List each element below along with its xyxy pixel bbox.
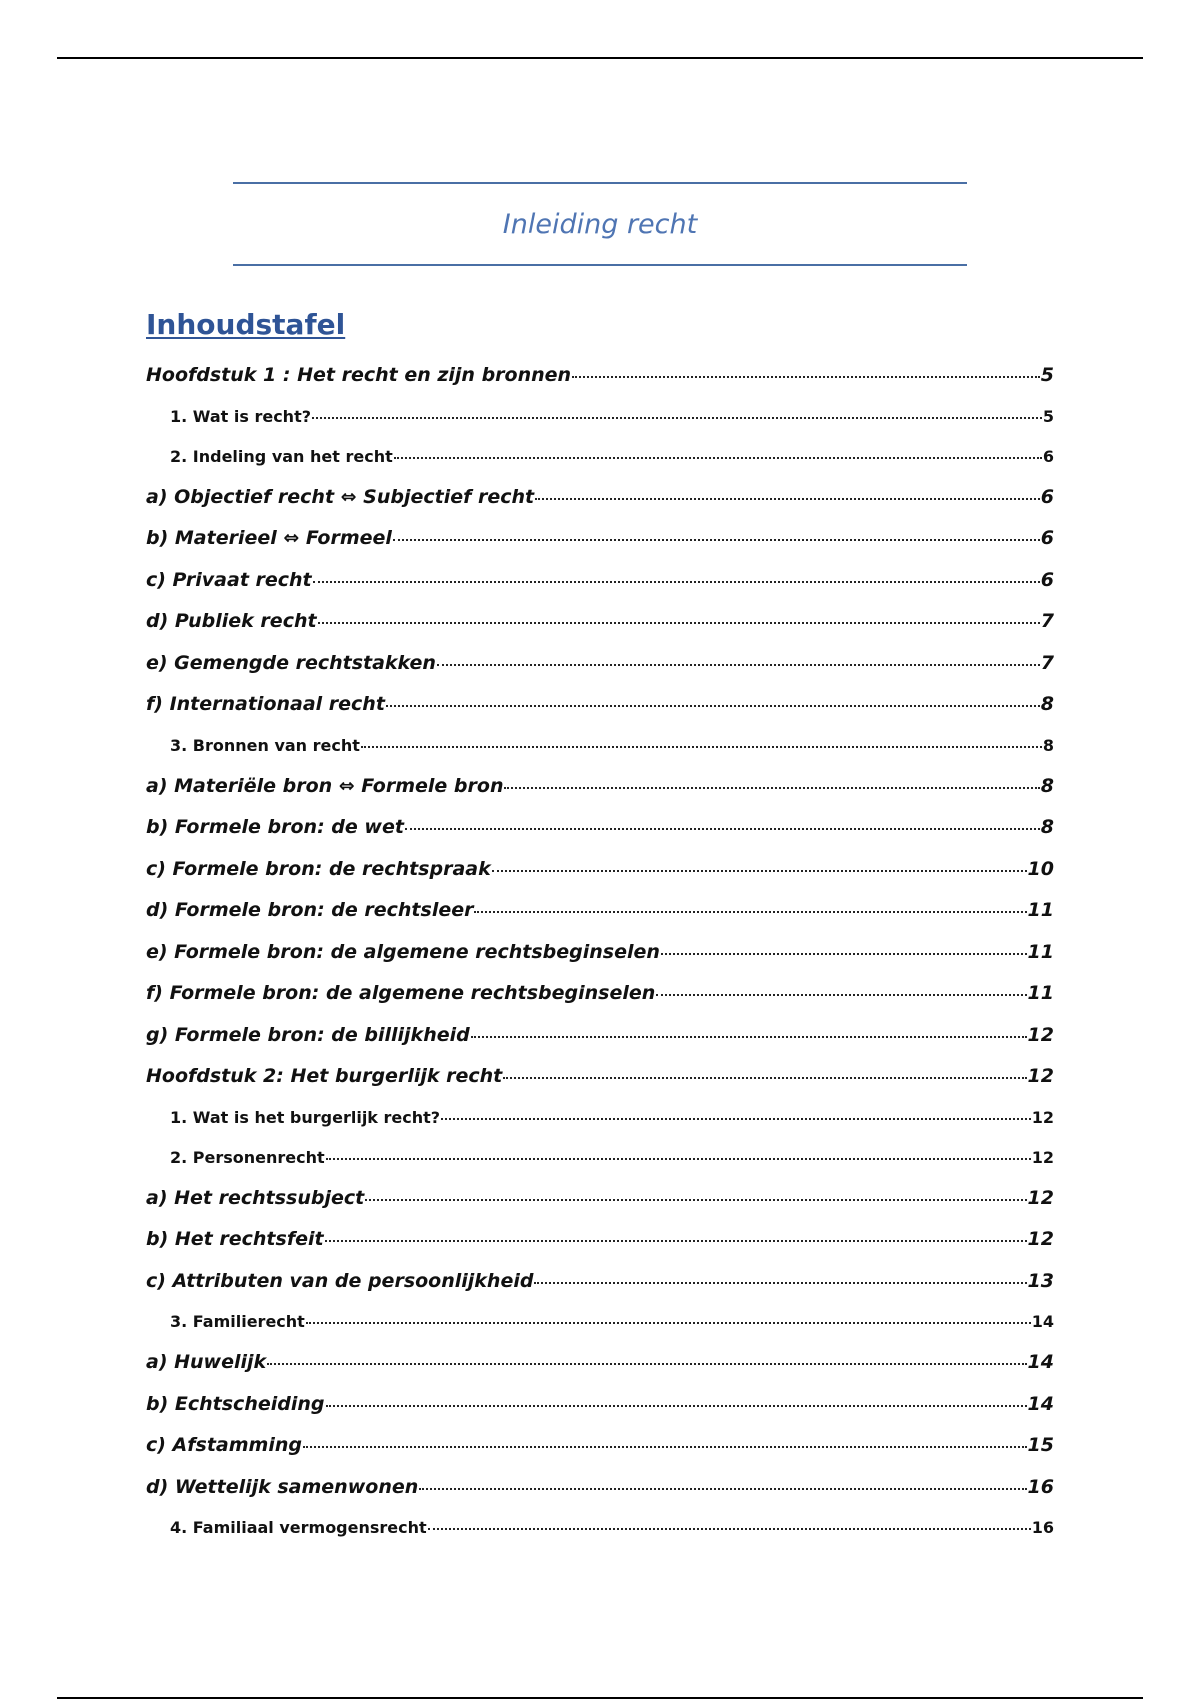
toc-entry-label: b) Materieel ⇔ Formeel: [146, 527, 392, 549]
toc-dot-leader: [326, 1158, 1031, 1160]
toc-entry-label: a) Huwelijk: [146, 1351, 267, 1373]
toc-entry[interactable]: [146, 560, 1054, 602]
toc-entry-page: 6: [1042, 446, 1054, 466]
toc-dot-leader: [313, 581, 1040, 583]
toc-entry[interactable]: [146, 1425, 1054, 1467]
toc-dot-leader: [656, 994, 1026, 996]
toc-entry-page: 15: [1027, 1434, 1054, 1456]
toc-entry-label: 4. Familiaal vermogensrecht: [170, 1518, 427, 1537]
toc-entry-label: 1. Wat is het burgerlijk recht?: [170, 1107, 441, 1127]
toc-entry-label: 1. Wat is recht?: [170, 406, 311, 426]
toc-entry-label: c) Formele bron: de rechtspraak: [146, 857, 491, 880]
toc-entry[interactable]: [146, 1508, 1054, 1548]
toc-entry-page: 13: [1027, 1269, 1054, 1292]
document-title: Inleiding recht: [502, 208, 698, 240]
toc-entry-label: c) Afstamming: [146, 1434, 302, 1456]
toc-dot-leader: [504, 787, 1039, 789]
table-of-contents: [146, 355, 1054, 1548]
toc-entry-label: f) Formele bron: de algemene rechtsbeginselen: [146, 982, 656, 1004]
toc-dot-leader: [303, 1446, 1027, 1448]
toc-dot-leader: [437, 664, 1040, 666]
toc-entry-label: d) Wettelijk samenwonen: [146, 1475, 419, 1498]
toc-entry-page: 12: [1031, 1107, 1054, 1127]
toc-dot-leader: [471, 1036, 1027, 1038]
toc-entry[interactable]: [146, 973, 1054, 1015]
toc-dot-leader: [326, 1405, 1027, 1407]
toc-entry[interactable]: [146, 726, 1054, 766]
toc-entry[interactable]: [146, 1261, 1054, 1303]
toc-entry-page: 6: [1040, 568, 1054, 591]
toc-entry-page: 14: [1031, 1312, 1054, 1331]
toc-entry-label: e) Gemengde rechtstakken: [146, 651, 436, 674]
toc-entry[interactable]: [146, 849, 1054, 891]
toc-dot-leader: [267, 1363, 1026, 1365]
toc-entry-page: 12: [1027, 1186, 1054, 1209]
toc-entry[interactable]: [146, 643, 1054, 685]
toc-entry[interactable]: [146, 1098, 1054, 1138]
toc-entry-page: 8: [1040, 774, 1054, 797]
toc-entry-label: Hoofdstuk 2: Het burgerlijk recht: [146, 1065, 503, 1087]
page-header-rule: [57, 57, 1143, 59]
toc-entry-page: 8: [1042, 735, 1054, 755]
toc-dot-leader: [419, 1488, 1026, 1490]
toc-entry[interactable]: [146, 1138, 1054, 1178]
toc-entry[interactable]: [146, 601, 1054, 643]
toc-entry-label: b) Formele bron: de wet: [146, 816, 404, 838]
toc-heading: Inhoudstafel: [146, 308, 346, 341]
toc-entry[interactable]: [146, 1467, 1054, 1509]
toc-entry[interactable]: [146, 477, 1054, 519]
toc-entry-label: b) Het rechtsfeit: [146, 1228, 324, 1250]
toc-entry-page: 10: [1027, 857, 1054, 880]
toc-entry[interactable]: [146, 437, 1054, 477]
toc-entry[interactable]: [146, 1056, 1054, 1098]
toc-entry[interactable]: [146, 355, 1054, 397]
toc-dot-leader: [318, 622, 1040, 624]
toc-dot-leader: [572, 376, 1040, 378]
toc-dot-leader: [441, 1118, 1031, 1120]
toc-entry[interactable]: [146, 1342, 1054, 1384]
toc-dot-leader: [535, 498, 1040, 500]
toc-entry[interactable]: [146, 397, 1054, 437]
toc-entry[interactable]: [146, 932, 1054, 974]
toc-entry-label: g) Formele bron: de billijkheid: [146, 1023, 470, 1046]
toc-dot-leader: [534, 1282, 1026, 1284]
toc-dot-leader: [474, 911, 1026, 913]
toc-dot-leader: [393, 539, 1040, 541]
toc-entry-label: 3. Familierecht: [170, 1312, 305, 1331]
toc-entry-page: 5: [1040, 364, 1054, 386]
toc-entry-page: 6: [1040, 527, 1054, 549]
toc-entry-label: e) Formele bron: de algemene rechtsbeginselen: [146, 940, 660, 963]
toc-dot-leader: [394, 457, 1042, 459]
toc-entry[interactable]: [146, 766, 1054, 808]
toc-dot-leader: [325, 1240, 1027, 1242]
toc-dot-leader: [312, 417, 1042, 419]
toc-dot-leader: [306, 1322, 1031, 1324]
toc-entry-label: c) Attributen van de persoonlijkheid: [146, 1269, 534, 1292]
toc-dot-leader: [361, 746, 1042, 748]
toc-entry[interactable]: [146, 807, 1054, 849]
toc-dot-leader: [365, 1199, 1026, 1201]
toc-entry-page: 8: [1040, 693, 1054, 715]
toc-entry-page: 12: [1027, 1228, 1054, 1250]
toc-entry-page: 12: [1027, 1065, 1054, 1087]
toc-entry-label: a) Objectief recht ⇔ Subjectief recht: [146, 485, 535, 508]
toc-entry[interactable]: [146, 518, 1054, 560]
toc-dot-leader: [405, 828, 1040, 830]
toc-entry-label: Hoofdstuk 1 : Het recht en zijn bronnen: [146, 364, 572, 386]
toc-entry-page: 7: [1040, 610, 1054, 632]
toc-entry-label: d) Publiek recht: [146, 610, 317, 632]
toc-entry-page: 14: [1027, 1392, 1054, 1415]
toc-entry-page: 16: [1031, 1518, 1054, 1537]
toc-entry-page: 11: [1027, 899, 1054, 921]
toc-entry-label: d) Formele bron: de rechtsleer: [146, 899, 474, 921]
toc-entry-label: 2. Indeling van het recht: [170, 446, 393, 466]
toc-dot-leader: [492, 870, 1027, 872]
toc-entry-label: c) Privaat recht: [146, 568, 312, 591]
toc-entry-page: 8: [1040, 816, 1054, 838]
toc-entry-page: 12: [1027, 1023, 1054, 1046]
toc-entry[interactable]: [146, 1219, 1054, 1261]
toc-entry[interactable]: [146, 684, 1054, 726]
toc-entry-page: 11: [1027, 940, 1054, 963]
toc-entry-page: 7: [1040, 651, 1054, 674]
toc-entry-page: 12: [1031, 1147, 1054, 1167]
toc-dot-leader: [503, 1077, 1026, 1079]
toc-entry-label: 2. Personenrecht: [170, 1147, 325, 1167]
toc-entry-page: 5: [1042, 406, 1054, 426]
toc-entry-label: a) Het rechtssubject: [146, 1186, 365, 1209]
toc-dot-leader: [661, 953, 1027, 955]
toc-entry-label: b) Echtscheiding: [146, 1392, 325, 1415]
toc-entry-page: 14: [1027, 1351, 1054, 1373]
toc-entry[interactable]: [146, 1178, 1054, 1220]
toc-entry-label: a) Materiële bron ⇔ Formele bron: [146, 774, 504, 797]
toc-entry-label: 3. Bronnen van recht: [170, 735, 360, 755]
page-footer-rule: [57, 1697, 1143, 1699]
toc-entry[interactable]: [146, 890, 1054, 932]
toc-dot-leader: [428, 1528, 1031, 1530]
toc-entry-page: 11: [1027, 982, 1054, 1004]
toc-entry-page: 16: [1027, 1475, 1054, 1498]
document-title-box: [233, 182, 967, 266]
toc-entry[interactable]: [146, 1384, 1054, 1426]
toc-dot-leader: [386, 705, 1040, 707]
toc-entry[interactable]: [146, 1302, 1054, 1342]
toc-entry-page: 6: [1040, 485, 1054, 508]
toc-entry[interactable]: [146, 1015, 1054, 1057]
toc-entry-label: f) Internationaal recht: [146, 693, 385, 715]
